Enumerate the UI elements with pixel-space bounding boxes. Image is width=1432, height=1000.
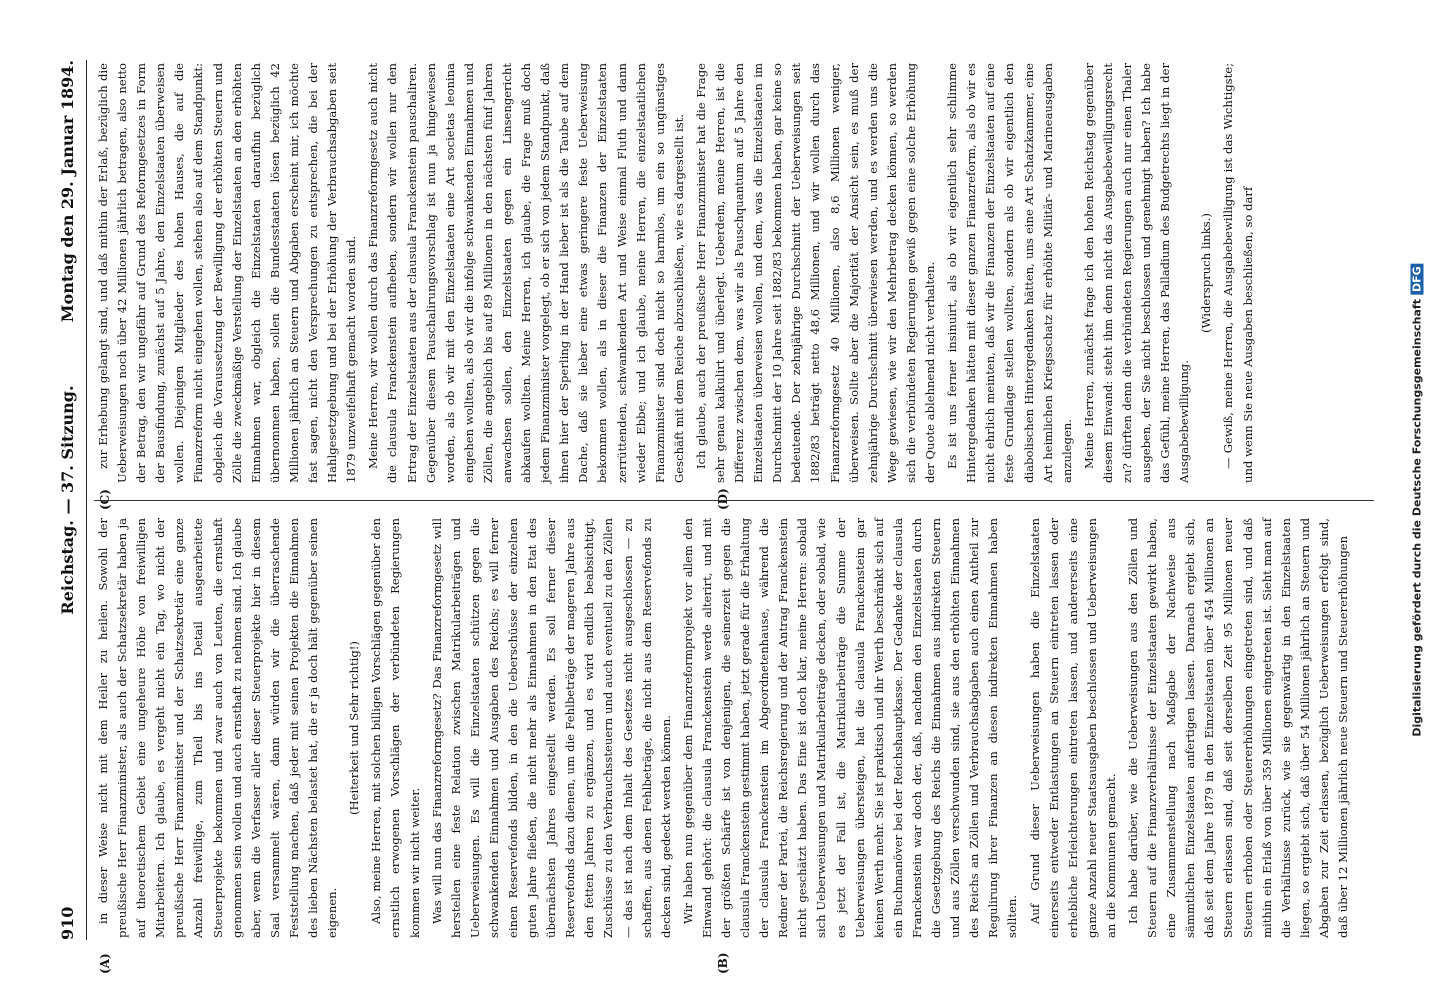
interjection: (Widerspruch links.) (1199, 213, 1214, 333)
paragraph: zur Erhebung gelangt sind, und daß mithin der Erlaß, bezüglich die Ueberweisungen noch über 42 Millionen jährlich betragen, also netto der Betrag, den wir ungefähr auf Grund des Reformgesetzes in Form der Bausfindung, zunächst auf 5 Jahre, den Einzelstaaten überweisen wollen. Diejenigen Mitglieder des hohen Hauses, die auf die Finanzreform nicht eingehen wollen, stehen also auf dem Standpunkt: obgleich die Voraussetzung der Bewilligung der erhöhten Steuern und Zölle die zweckmäßige Verstellung der Einzelstaaten an den erhöhten Einnahmen war, obgleich die Einzelstaaten daraufhin bezüglich übernommen haben, sollen die Bundesstaaten lösen bezüglich 42 Millionen jährlich an Steuern und Abgaben erscheint mir, ich möchte fast sagen, nicht den Versprechungen zu entsprechen, die bei der Hahlgesetzgebung und bei der Erhöhung der Verbrauchsabgaben seit 1879 unzweifelhaft gemacht worden sind. (96, 63, 359, 483)
interjection: (Heiterkeit und Sehr richtig!) (347, 641, 362, 815)
scanned-page (16, 20, 1416, 980)
session-title: Reichstag. — 37. Sitzung. (58, 385, 77, 615)
digitization-credit (1404, 0, 1430, 1000)
paragraph: Meine Herren, wir wollen durch das Finanzreformgesetz auch nicht die clausula Franckenstein aufheben, sondern wir wollen nur den Ertrag der Einzelstaaten aus der clausula Franckenstein pauschaliren. Gegenüber diesem Pauschalirungsvorschlag ist nun ja hingewiesen worden, als ob wir mit den Einzelstaaten eine Art societas leonina eingehen wollten, als ob wir die infolge schwankenden Einnahmen und Zöllen, die angeblich bis auf 89 Millionen in den nächsten fünf Jahren anwachsen sollen, den Einzelstaaten gegen ein Linsengericht abkaufen wollten. Meine Herren, ich glaube, die Frage muß doch jedem Finanzminister vorgelegt, ob er sich von jedem Standpunkt, daß ihnen hier der Sperling in der Hand lieber ist als die Taube auf dem Dache, daß sie lieber eine etwas geringere feste Ueberweisung bekommen wollen, als in dieser die Finanzen der Einzelstaaten zerrüttenden, schwankenden Art und Weise einmal Fluth und dann wieder Ebbe; und ich glaube, meine Herren, die einzelstaatlichen Finanzminister sind doch nicht so harmlos, um ein so ungünstiges Geschäft mit dem Reiche abzuschließen, wie es dargestellt ist. (366, 63, 686, 483)
column-divider (94, 500, 1374, 501)
paragraph: in dieser Weise nicht mit dem Heiler zu heilen. Sowohl der preußische Herr Finanzminister, als auch der Schatzsekretär haben ja auf theoretischem Gebiet eine ungeheure Höhe von freiwilligen Mitarbeitern. Ich glaube, es vergeht nicht ein Tag, wo nicht der preußische Herr Finanzminister und der Schatzsekretär eine ganze Anzahl freiwillige, zum Theil bis ins Detail ausgearbeitete Steuerprojekte bekommen und zwar auch von Leuten, die ernsthaft genommen sein wollen und auch ernsthaft zu nehmen sind. Ich glaube aber, wenn die Verfasser aller dieser Steuerprojekte hier in diesem Saal versammelt wären, dann würden wir die überraschende Feststellung machen, daß jeder mit seinen Projekten die Einnahmen des lieben Nächsten belastet hat, die er ja doch hält gegenüber seinen eigenen. (96, 518, 340, 938)
session-date: Montag den 29. Januar 1894. (58, 60, 77, 323)
left-column (94, 518, 1356, 938)
paragraph: Ich habe darüber, wie die Ueberweisungen aus den Zöllen und Steuern auf die Finanzverhältnisse der Einzelstaaten gewirkt haben, eine Zusammenstellung nach Maßgabe der Nachweise aus sämmtlichen Einzelstaaten anfertigen lassen. Darnach ergiebt sich, daß seit dem Jahre 1879 in den Einzelstaaten über 454 Millionen an Steuern erlassen sind, daß seit derselben Zeit 95 Millionen neuer Steuern erhoben oder Steuererhöhungen eingetreten sind, und daß mithin ein Erlaß von über 359 Millionen eingetreten ist. Sieht man auf die Verhältnisse zurück, wie sie gegenwärtig in den Einzelstaaten liegen, so ergiebt sich, daß über 54 Millionen jährlich an Steuern und Abgaben zur Zeit erlassen, bezüglich Ueberweisungen erfolgt sind, daß über 12 Millionen jährlich neue Steuern und Steuererhöhungen (1125, 518, 1350, 938)
margin-marker-d: (D) (716, 488, 730, 510)
paragraph: Auf Grund dieser Ueberweisungen haben die Einzelstaaten einerseits entweder Entlastungen an Steuern eintreten lassen oder erhebliche Erleichterungen eintreten lassen, und andererseits eine ganze Anzahl neuer Staatsausgaben beschlossen und Ueberweisungen an die Kommunen gemacht. (1027, 518, 1118, 938)
paragraph: Ich glaube, auch der preußische Herr Finanzminister hat die Frage sehr genau kalkulirt und überlegt. Ueberdem, meine Herren, ist die Differenz zwischen dem, was wir als Pauschquantum auf 5 Jahre den Einzelstaaten überweisen wollen, und dem, was die Einzelstaaten im Durchschnitt der 10 Jahre seit 1882/83 bekommen haben, gar keine so bedeutende. Der zehnjährige Durchschnitt der Ueberweisungen seit 1882/83 beträgt netto 48,6 Millionen, und wir wollen durch das Finanzreformgesetz 40 Millionen, also 8,6 Millionen weniger, überweisen. Sollte aber die Majorität der Ansicht sein, es muß der zehnjährige Durchschnitt überwiesen werden, und es werden uns die Wege gewiesen, wie wir den Mehrbetrag decken können, so werden sich die verbündeten Regierungen gewiß gegen eine solche Erhöhung der Quote ablehnend nicht verhalten. (693, 63, 938, 483)
margin-marker-a: (A) (98, 953, 112, 974)
margin-marker-c: (C) (98, 489, 112, 510)
paragraph: — Gewiß, meine Herren, die Ausgabebewilligung ist das Wichtigste; und wenn Sie neue Ausgaben beschließen, so darf (1221, 63, 1255, 483)
paragraph: Was will nun das Finanzreformgesetz? Das Finanzreformgesetz will herstellen eine feste Relation zwischen Matrikularbeiträgen und Ueberweisungen. Es will die Einzelstaaten schützen gegen die schwankenden Einnahmen und Ausgaben des Reichs; es will ferner einen Reservefonds bilden, in den die Ueberschüsse der einzelnen guten Jahre fließen, die nicht mehr als Einnahmen in den Etat des übernächsten Jahres eingestellt werden. Es soll ferner dieser Reservefonds dazu dienen, um die Fehlbeträge der mageren Jahre aus den fetten Jahren zu ergänzen, und es wird endlich beabsichtigt, Zuschüsse zu den Verbrauchssteuern und auch eventuell zu den Zöllen — das ist nach dem Inhalt des Gesetzes nicht ausgeschlossen — zu schaffen, aus denen Fehlbeträge, die nicht aus dem Reservefonds zu decken sind, gedeckt werden können. (429, 518, 673, 938)
page-header (58, 60, 84, 940)
paragraph: Also, meine Herren, mit solchen billigen Vorschlägen gegenüber den ernstlich erwogenen Vorschlägen der verbündeten Regierungen kommen wir nicht weiter. (369, 518, 422, 938)
credit-text: Digitalisierung gefördert durch die Deutsche Forschungsgemeinschaft (1410, 299, 1424, 737)
paragraph: Es ist uns ferner insinuirt, als ob wir eigentlich sehr schlimme Hintergedanken hätten mit dieser ganzen Finanzreform, als ob wir es nicht ehrlich meinten, daß wir die Finanzen der Einzelstaaten auf eine feste Grundlage stellen wollten, sondern als ob wir eigentlich den diabolischen Hintergedanken hätten, uns eine Art Schatzkammer, eine Art heimlichen Kriegsschatz für erhöhte Militär- und Marineausgaben anzulegen. (945, 63, 1074, 483)
dfg-logo: DFG (1411, 263, 1424, 295)
header-rule (86, 60, 87, 940)
paragraph: Wir haben nun gegenüber dem Finanzreformprojekt vor allem den Einwand gehört: die clausula Franckenstein werde alterirt, und mit der größten Schärfe ist von denjenigen, die seinerzeit gegen die clausula Franckenstein gestimmt haben, jetzt gerade für die Erhaltung der clausula Franckenstein im Abgeordnetenhause, während die Redner der Partei, die Reichsregierung und der Antrag Franckenstein nicht geschätzt haben. Das Eine ist doch klar, meine Herren: sobald sich Ueberweisungen und Matrikularbeiträge decken, oder sobald, wie es jetzt der Fall ist, die Matrikularbeiträge die Summe der Ueberweisungen übersteigen, hat die clausula Franckenstein gar keinen Werth mehr. Sie ist praktisch und ihr Werth beschränkt sich auf ein Buchmanöver bei der Reichshauptkasse. Der Gedanke der clausula Franckenstein war doch der, daß, nachdem den Einzelstaaten durch die Gesetzgebung des Reichs die Einnahmen aus indirekten Steuern und aus Zöllen verschwunden sind, sie aus den erhöhten Einnahmen des Reichs an Zöllen und Verbrauchsabgaben auch einen Antheil zur Regulirung ihrer Finanzen an diesen indirekten Einnahmen haben sollten. (680, 518, 1020, 938)
paragraph: Meine Herren, zunächst frage ich den hohen Reichstag gegenüber diesem Einwand: steht ihm denn nicht das Ausgabebewilligungsrecht zu? dürften denn die verbündeten Regierungen auch nur einen Thaler ausgeben, der Sie nicht beschlossen und genehmigt haben? Ich habe das Gefühl, meine Herren, das Palladium des Budgetrechts liegt in der Ausgabebewilligung. (1081, 63, 1192, 483)
margin-marker-b: (B) (716, 952, 730, 974)
right-column (94, 63, 1261, 483)
page-number: 910 (58, 906, 77, 940)
